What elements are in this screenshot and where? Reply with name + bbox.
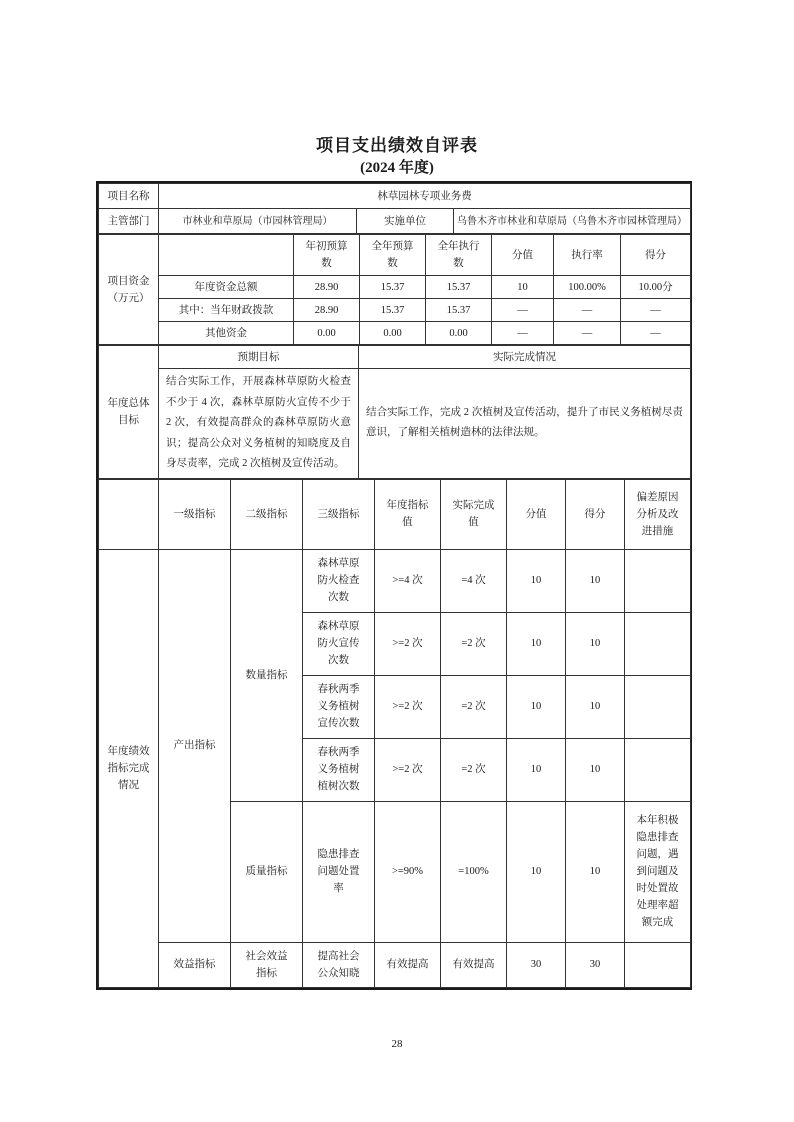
fund-score-full: —: [492, 299, 554, 322]
indicator-actual: =2 次: [441, 675, 507, 738]
indicator-target: >=90%: [375, 801, 441, 942]
header-level2: 二级指标: [231, 479, 303, 549]
funds-empty-cell: [159, 235, 294, 276]
fund-execution-rate: 100.00%: [554, 276, 621, 299]
funds-header-score-full: 分值: [492, 235, 554, 276]
indicator-score-full: 30: [507, 942, 566, 987]
indicators-section-label: 年度绩效指标完成情况: [99, 549, 159, 987]
indicator-score: 10: [566, 675, 625, 738]
document-title: 项目支出绩效自评表: [316, 136, 478, 155]
indicator-level3: 隐患排查问题处置率: [303, 801, 375, 942]
funds-row-fiscal: [99, 299, 691, 322]
level1-benefit: 效益指标: [159, 942, 231, 987]
indicator-score: 10: [566, 801, 625, 942]
goal-section-label: 年度总体目标: [99, 346, 159, 479]
funds-header-row: [99, 235, 691, 276]
fund-score: —: [621, 299, 691, 322]
fund-execution-rate: —: [554, 299, 621, 322]
basic-info-table: [98, 183, 691, 234]
indicator-score-full: 10: [507, 549, 566, 612]
fund-score: —: [621, 322, 691, 345]
indicator-level3: 森林草原防火检查次数: [303, 549, 375, 612]
indicator-target: >=2 次: [375, 675, 441, 738]
implementer-label: 实施单位: [357, 209, 454, 234]
fund-row-label: 其中：当年财政拨款: [159, 299, 294, 322]
level1-output: 产出指标: [159, 549, 231, 942]
header-level1: 一级指标: [159, 479, 231, 549]
indicator-deviation: [625, 942, 691, 987]
goal-content-row: [99, 369, 691, 479]
fund-initial-budget: 28.90: [294, 299, 360, 322]
indicator-row: [99, 942, 691, 987]
fund-row-label: 其他资金: [159, 322, 294, 345]
goal-header-row: [99, 346, 691, 369]
fund-executed: 0.00: [426, 322, 492, 345]
indicators-table: [98, 479, 691, 988]
funds-row-other: [99, 322, 691, 345]
funds-header-annual-budget: 全年预算数: [360, 235, 426, 276]
level2-quantity: 数量指标: [231, 549, 303, 801]
fund-executed: 15.37: [426, 299, 492, 322]
indicators-empty-cell: [99, 479, 159, 549]
level2-quality: 质量指标: [231, 801, 303, 942]
header-level3: 三级指标: [303, 479, 375, 549]
indicator-score-full: 10: [507, 675, 566, 738]
fund-annual-budget: 15.37: [360, 276, 426, 299]
header-actual: 实际完成值: [441, 479, 507, 549]
evaluation-table: [96, 181, 692, 990]
indicator-deviation: [625, 738, 691, 801]
indicator-deviation: [625, 549, 691, 612]
fund-score-full: 10: [492, 276, 554, 299]
funds-section-label: 项目资金（万元）: [99, 235, 159, 345]
fund-initial-budget: 0.00: [294, 322, 360, 345]
header-score-full: 分值: [507, 479, 566, 549]
funds-row-total: [99, 276, 691, 299]
indicator-actual: 有效提高: [441, 942, 507, 987]
fund-row-label: 年度资金总额: [159, 276, 294, 299]
implementer-value: 乌鲁木齐市林业和草原局（乌鲁木齐市园林管理局）: [454, 209, 691, 234]
funds-header-initial-budget: 年初预算数: [294, 235, 360, 276]
indicator-target: >=2 次: [375, 738, 441, 801]
indicator-score: 10: [566, 612, 625, 675]
indicator-score-full: 10: [507, 738, 566, 801]
indicator-actual: =4 次: [441, 549, 507, 612]
actual-completion-header: 实际完成情况: [359, 346, 691, 369]
header-target: 年度指标值: [375, 479, 441, 549]
fund-annual-budget: 15.37: [360, 299, 426, 322]
funds-header-execution-rate: 执行率: [554, 235, 621, 276]
indicators-header-row: [99, 479, 691, 549]
indicator-target: 有效提高: [375, 942, 441, 987]
document-subtitle: (2024 年度): [360, 160, 434, 176]
fund-score: 10.00分: [621, 276, 691, 299]
indicator-deviation: [625, 612, 691, 675]
header-score: 得分: [566, 479, 625, 549]
fund-annual-budget: 0.00: [360, 322, 426, 345]
header-deviation: 偏差原因分析及改进措施: [625, 479, 691, 549]
title-block: [0, 0, 794, 178]
annual-goal-table: [98, 345, 691, 479]
supervisor-value: 市林业和草原局（市园林管理局）: [159, 209, 357, 234]
indicator-actual: =2 次: [441, 612, 507, 675]
indicator-level3: 春秋两季义务植树植树次数: [303, 738, 375, 801]
indicator-target: >=4 次: [375, 549, 441, 612]
actual-completion-text: 结合实际工作，完成 2 次植树及宣传活动，提升了市民义务植树尽责意识，了解相关植树造林的法律法规。: [359, 369, 691, 479]
fund-executed: 15.37: [426, 276, 492, 299]
project-name-row: [99, 184, 691, 209]
indicator-score: 10: [566, 738, 625, 801]
indicator-score-full: 10: [507, 612, 566, 675]
project-name-label: 项目名称: [99, 184, 159, 209]
fund-score-full: —: [492, 322, 554, 345]
indicator-level3: 春秋两季义务植树宣传次数: [303, 675, 375, 738]
project-name-value: 林草园林专项业务费: [159, 184, 691, 209]
indicator-score-full: 10: [507, 801, 566, 942]
indicator-level3: 提高社会公众知晓: [303, 942, 375, 987]
expected-goal-header: 预期目标: [159, 346, 359, 369]
fund-initial-budget: 28.90: [294, 276, 360, 299]
indicator-actual: =2 次: [441, 738, 507, 801]
department-row: [99, 209, 691, 234]
expected-goal-text: 结合实际工作，开展森林草原防火检查不少于 4 次，森林草原防火宣传不少于 2 次，有效提高群众的森林草原防火意识；提高公众对义务植树的知晓度及自身尽责率，完成 2 次植树及宣传活动。: [159, 369, 359, 479]
indicator-level3: 森林草原防火宣传次数: [303, 612, 375, 675]
indicator-actual: =100%: [441, 801, 507, 942]
funds-header-executed: 全年执行数: [426, 235, 492, 276]
indicator-deviation: [625, 675, 691, 738]
page-number: 28: [391, 1038, 403, 1050]
level2-social-benefit: 社会效益指标: [231, 942, 303, 987]
funds-header-score: 得分: [621, 235, 691, 276]
indicator-score: 30: [566, 942, 625, 987]
indicator-score: 10: [566, 549, 625, 612]
indicator-target: >=2 次: [375, 612, 441, 675]
supervisor-label: 主管部门: [99, 209, 159, 234]
indicator-row: [99, 549, 691, 612]
fund-execution-rate: —: [554, 322, 621, 345]
indicator-deviation: 本年积极隐患排查问题，遇到问题及时处置故处理率超额完成: [625, 801, 691, 942]
funds-table: [98, 234, 691, 345]
